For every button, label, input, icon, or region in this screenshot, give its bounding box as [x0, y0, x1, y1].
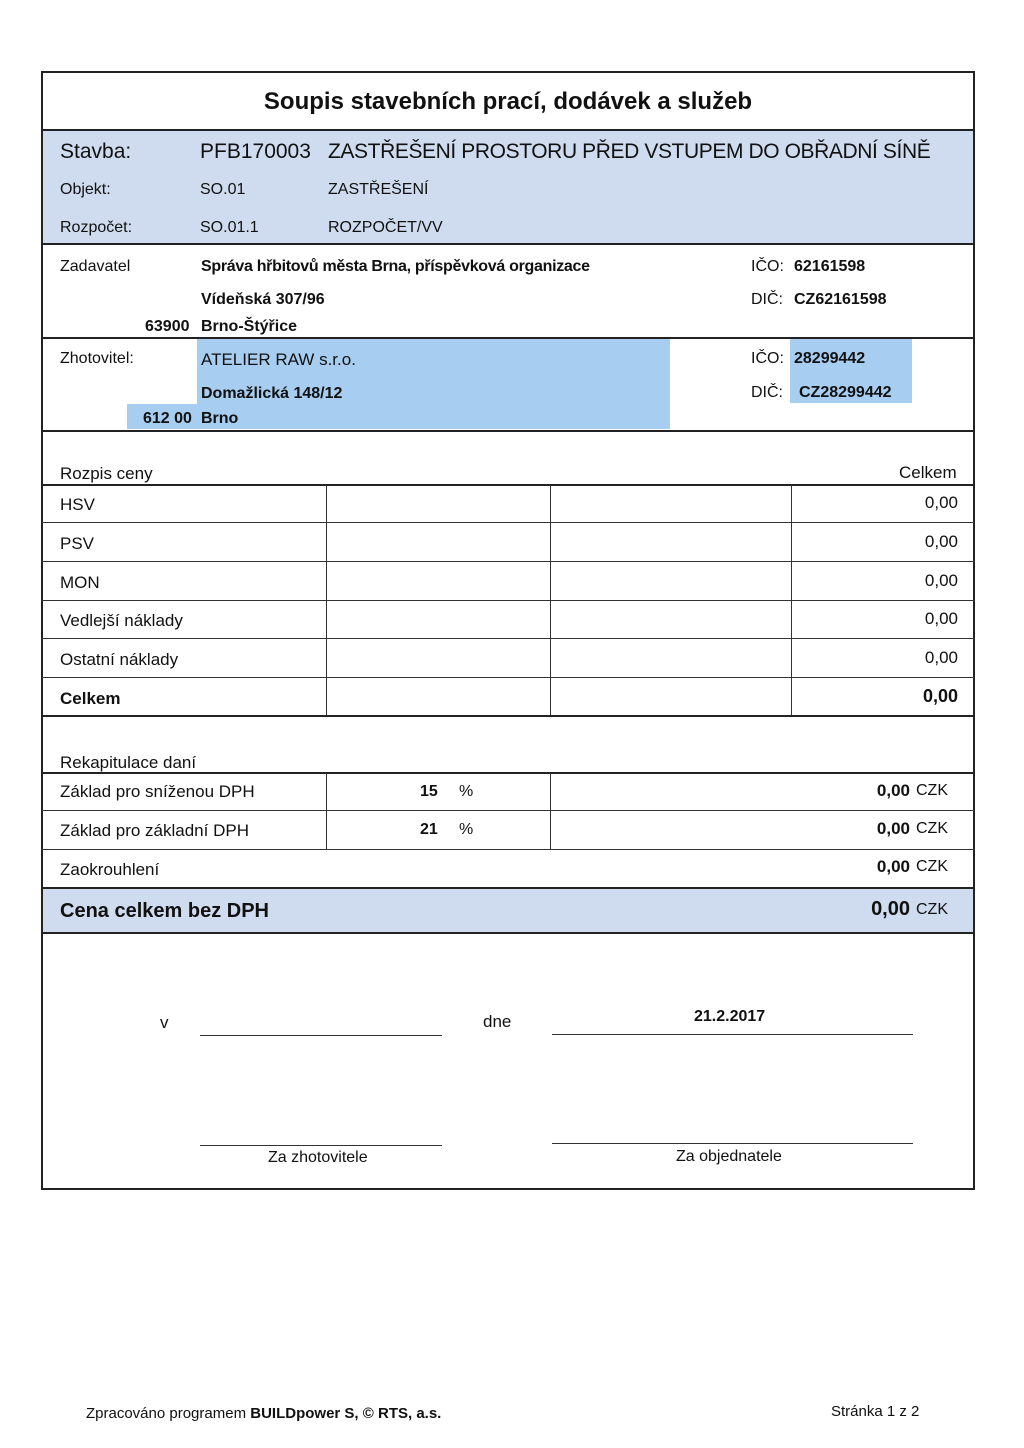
- contractor-zip: 612 00: [143, 410, 192, 427]
- divider: [41, 129, 975, 131]
- contractor-dic: CZ28299442: [799, 384, 892, 401]
- date-line: [552, 1034, 913, 1035]
- divider: [41, 677, 975, 678]
- place-line: [200, 1035, 442, 1036]
- column-divider: [550, 485, 551, 715]
- divider: [41, 243, 975, 245]
- contractor-city: Brno: [201, 410, 239, 427]
- rounding-currency: CZK: [916, 858, 948, 875]
- divider: [41, 337, 975, 339]
- client-signature-line: [552, 1143, 913, 1144]
- divider: [41, 932, 975, 934]
- tax-rate: 21: [420, 821, 438, 838]
- price-row-value: 0,00: [924, 493, 958, 512]
- tax-currency: CZK: [916, 782, 948, 799]
- price-total-label: Celkem: [60, 689, 121, 708]
- rounding-label: Zaokrouhlení: [60, 860, 160, 879]
- tax-currency: CZK: [916, 820, 948, 837]
- contractor-name: ATELIER RAW s.r.o.: [201, 350, 356, 369]
- date-label: dne: [483, 1012, 512, 1031]
- contractor-ico: 28299442: [794, 350, 866, 367]
- price-row-value: 0,00: [924, 532, 958, 551]
- objekt-label: Objekt:: [60, 181, 111, 198]
- column-divider: [791, 485, 792, 715]
- page-title: Soupis stavebních prací, dodávek a služeb: [263, 88, 753, 115]
- stavba-label: Stavba:: [60, 140, 132, 163]
- divider: [41, 484, 975, 486]
- divider: [41, 522, 975, 523]
- divider: [41, 600, 975, 601]
- client-street: Vídeňská 307/96: [201, 291, 325, 308]
- divider: [41, 849, 975, 850]
- price-total-value: 0,00: [922, 686, 958, 706]
- price-breakdown-total-header: Celkem: [899, 463, 957, 482]
- rozpocet-label: Rozpočet:: [60, 219, 133, 236]
- client-signature-label: Za objednatele: [676, 1148, 782, 1165]
- divider: [41, 887, 975, 889]
- client-ico: 62161598: [794, 258, 866, 275]
- objekt-code: SO.01: [200, 181, 246, 198]
- rounding-value: 0,00: [876, 857, 910, 876]
- price-row-value: 0,00: [924, 648, 958, 667]
- contractor-label: Zhotovitel:: [60, 350, 134, 367]
- price-row-value: 0,00: [924, 609, 958, 628]
- price-breakdown-label: Rozpis ceny: [60, 464, 153, 483]
- tax-percent: %: [459, 821, 474, 838]
- tax-rate: 15: [420, 783, 438, 800]
- footer-processed-by: [86, 1405, 441, 1422]
- price-row-label: Vedlejší náklady: [60, 611, 183, 630]
- page-number: Stránka 1 z 2: [831, 1403, 920, 1420]
- divider: [41, 430, 975, 432]
- tax-value: 0,00: [876, 819, 910, 838]
- divider: [41, 638, 975, 639]
- rozpocet-name: ROZPOČET/VV: [328, 219, 443, 236]
- client-city: Brno-Štýřice: [201, 318, 298, 335]
- client-name: Správa hřbitovů města Brna, příspěvková organizace: [201, 258, 590, 275]
- divider: [41, 715, 975, 717]
- client-zip: 63900: [145, 318, 190, 335]
- client-dic-label: DIČ:: [751, 291, 783, 308]
- contractor-signature-label: Za zhotovitele: [268, 1149, 368, 1166]
- divider: [41, 810, 975, 811]
- price-row-label: HSV: [60, 495, 95, 514]
- tax-row-label: Základ pro základní DPH: [60, 821, 249, 840]
- contractor-street: Domažlická 148/12: [201, 385, 343, 402]
- rozpocet-code: SO.01.1: [200, 219, 259, 236]
- footer-copyright: © RTS, a.s.: [358, 1405, 442, 1422]
- footer-program: BUILDpower S,: [250, 1405, 359, 1422]
- price-row-label: PSV: [60, 534, 95, 553]
- price-row-value: 0,00: [924, 571, 958, 590]
- contractor-signature-line: [200, 1145, 442, 1146]
- tax-row-label: Základ pro sníženou DPH: [60, 782, 255, 801]
- price-row-label: Ostatní náklady: [60, 650, 179, 669]
- total-price-label: Cena celkem bez DPH: [60, 900, 269, 922]
- contractor-ico-label: IČO:: [751, 350, 784, 367]
- stavba-code: PFB170003: [200, 140, 311, 163]
- objekt-name: ZASTŘEŠENÍ: [328, 181, 429, 198]
- client-ico-label: IČO:: [751, 258, 784, 275]
- tax-percent: %: [459, 783, 474, 800]
- date-value: 21.2.2017: [694, 1008, 766, 1025]
- place-label: v: [160, 1013, 169, 1032]
- tax-summary-label: Rekapitulace daní: [60, 753, 197, 772]
- contractor-dic-label: DIČ:: [751, 384, 783, 401]
- divider: [41, 772, 975, 774]
- total-price-currency: CZK: [916, 901, 948, 918]
- column-divider: [326, 485, 327, 715]
- price-row-label: MON: [60, 573, 100, 592]
- divider: [41, 561, 975, 562]
- stavba-name: ZASTŘEŠENÍ PROSTORU PŘED VSTUPEM DO OBŘADNÍ SÍNĚ: [328, 140, 931, 163]
- column-divider: [326, 773, 327, 849]
- tax-value: 0,00: [876, 781, 910, 800]
- client-dic: CZ62161598: [794, 291, 887, 308]
- footer-prefix: Zpracováno programem: [86, 1405, 251, 1422]
- client-label: Zadavatel: [60, 258, 131, 275]
- column-divider: [550, 773, 551, 849]
- total-price-value: 0,00: [871, 898, 910, 920]
